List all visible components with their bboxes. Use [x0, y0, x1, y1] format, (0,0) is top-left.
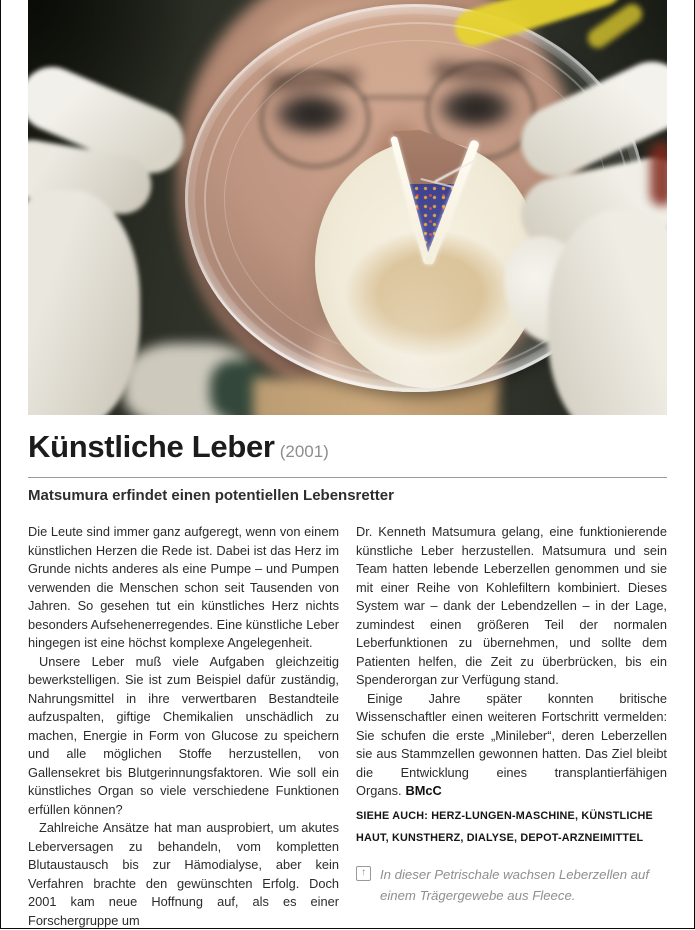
- arrow-up-icon: ↑: [356, 866, 371, 881]
- article-title: [28, 430, 667, 464]
- text-column-left: [28, 523, 339, 930]
- article-paragraph: Dr. Kenneth Matsumura gelang, eine funktionierende künstliche Leber herzustellen. Matsumura und sein Team hatten lebende Leberzellen genommen und sie mit einer Reihe von Kohlefiltern kombiniert. Dieses System war – dank der Lebendzellen – in der Lage, zumindest einen größeren Teil der normalen Leberfunktionen zu übernehmen, und sollte dem Patienten helfen, die Zeit zu überbrücken, bis ein Spenderorgan zur Verfügung stand.: [356, 524, 667, 687]
- background-red-object: [650, 142, 667, 206]
- see-also-block: [356, 805, 668, 849]
- text-column-right: [356, 523, 667, 801]
- article-photo: [28, 0, 667, 415]
- title-divider: [28, 477, 667, 478]
- article-paragraph: Die Leute sind immer ganz aufgeregt, wenn von einem künstlichen Herzen die Rede ist. Dabei ist das Herz im Grunde nichts anderes als eine Pumpe – und Pumpen verwenden die Menschen schon seit Tausenden von Jahren. So gesehen tut ein künstliches Herz nichts besonders Aufsehenerregendes. Eine künstliche Leber hingegen ist eine höchst komplexe Angelegenheit.: [28, 524, 339, 650]
- article-paragraph: Unsere Leber muß viele Aufgaben gleichzeitig bewerkstelligen. Sie ist zum Beispiel dafür zuständig, Nahrungsmittel in ihre verwertbaren Bestandteile aufzuspalten, giftige Chemikalien unschädlich zu machen, Energie in Form von Glucose zu speichern und alle möglichen Stoffe herzustellen, von Gallensekret bis Blutgerinnungsfaktoren. Wie soll ein künstliches Organ so viele verschiedene Funktionen erfüllen können?: [28, 653, 339, 817]
- author-byline: BMcC: [405, 783, 442, 798]
- photo-caption: [356, 864, 668, 906]
- latex-gloves: [28, 0, 667, 415]
- see-also-items: HERZ-LUNGEN-MASCHINE, KÜNSTLICHE HAUT, KUNSTHERZ, DIALYSE, DEPOT-ARZNEIMITTEL: [356, 810, 653, 844]
- article-paragraph: [356, 690, 667, 801]
- photo-caption-text: In dieser Petrischale wachsen Leberzellen auf einem Trägergewebe aus Fleece.: [380, 867, 650, 903]
- article-subtitle: Matsumura erfindet einen potentiellen Lebensretter: [28, 487, 394, 504]
- article-paragraph-text: Einige Jahre später konnten britische Wissenschaftler einen weiteren Fortschritt vermelden: Sie schufen die erste „Minileber“, deren Leberzellen sie aus Stammzellen gewonnen hatten. Das Ziel bleibt die Entwicklung eines transplantierfähigen Organs.: [356, 690, 667, 798]
- article-year: (2001): [279, 442, 329, 461]
- latex-glove-left-palm: [28, 190, 140, 415]
- see-also-label: SIEHE AUCH:: [356, 810, 428, 822]
- article-paragraph: Zahlreiche Ansätze hat man ausprobiert, um akutes Leberversagen zu behandeln, vom kompletten Blutaustausch bis zur Hämodialyse, aber kein Verfahren brachte den gewünschten Erfolg. Doch 2001 kam neue Hoffnung auf, als es einer Forschergruppe um: [28, 820, 339, 928]
- article-title-text: Künstliche Leber: [28, 429, 275, 464]
